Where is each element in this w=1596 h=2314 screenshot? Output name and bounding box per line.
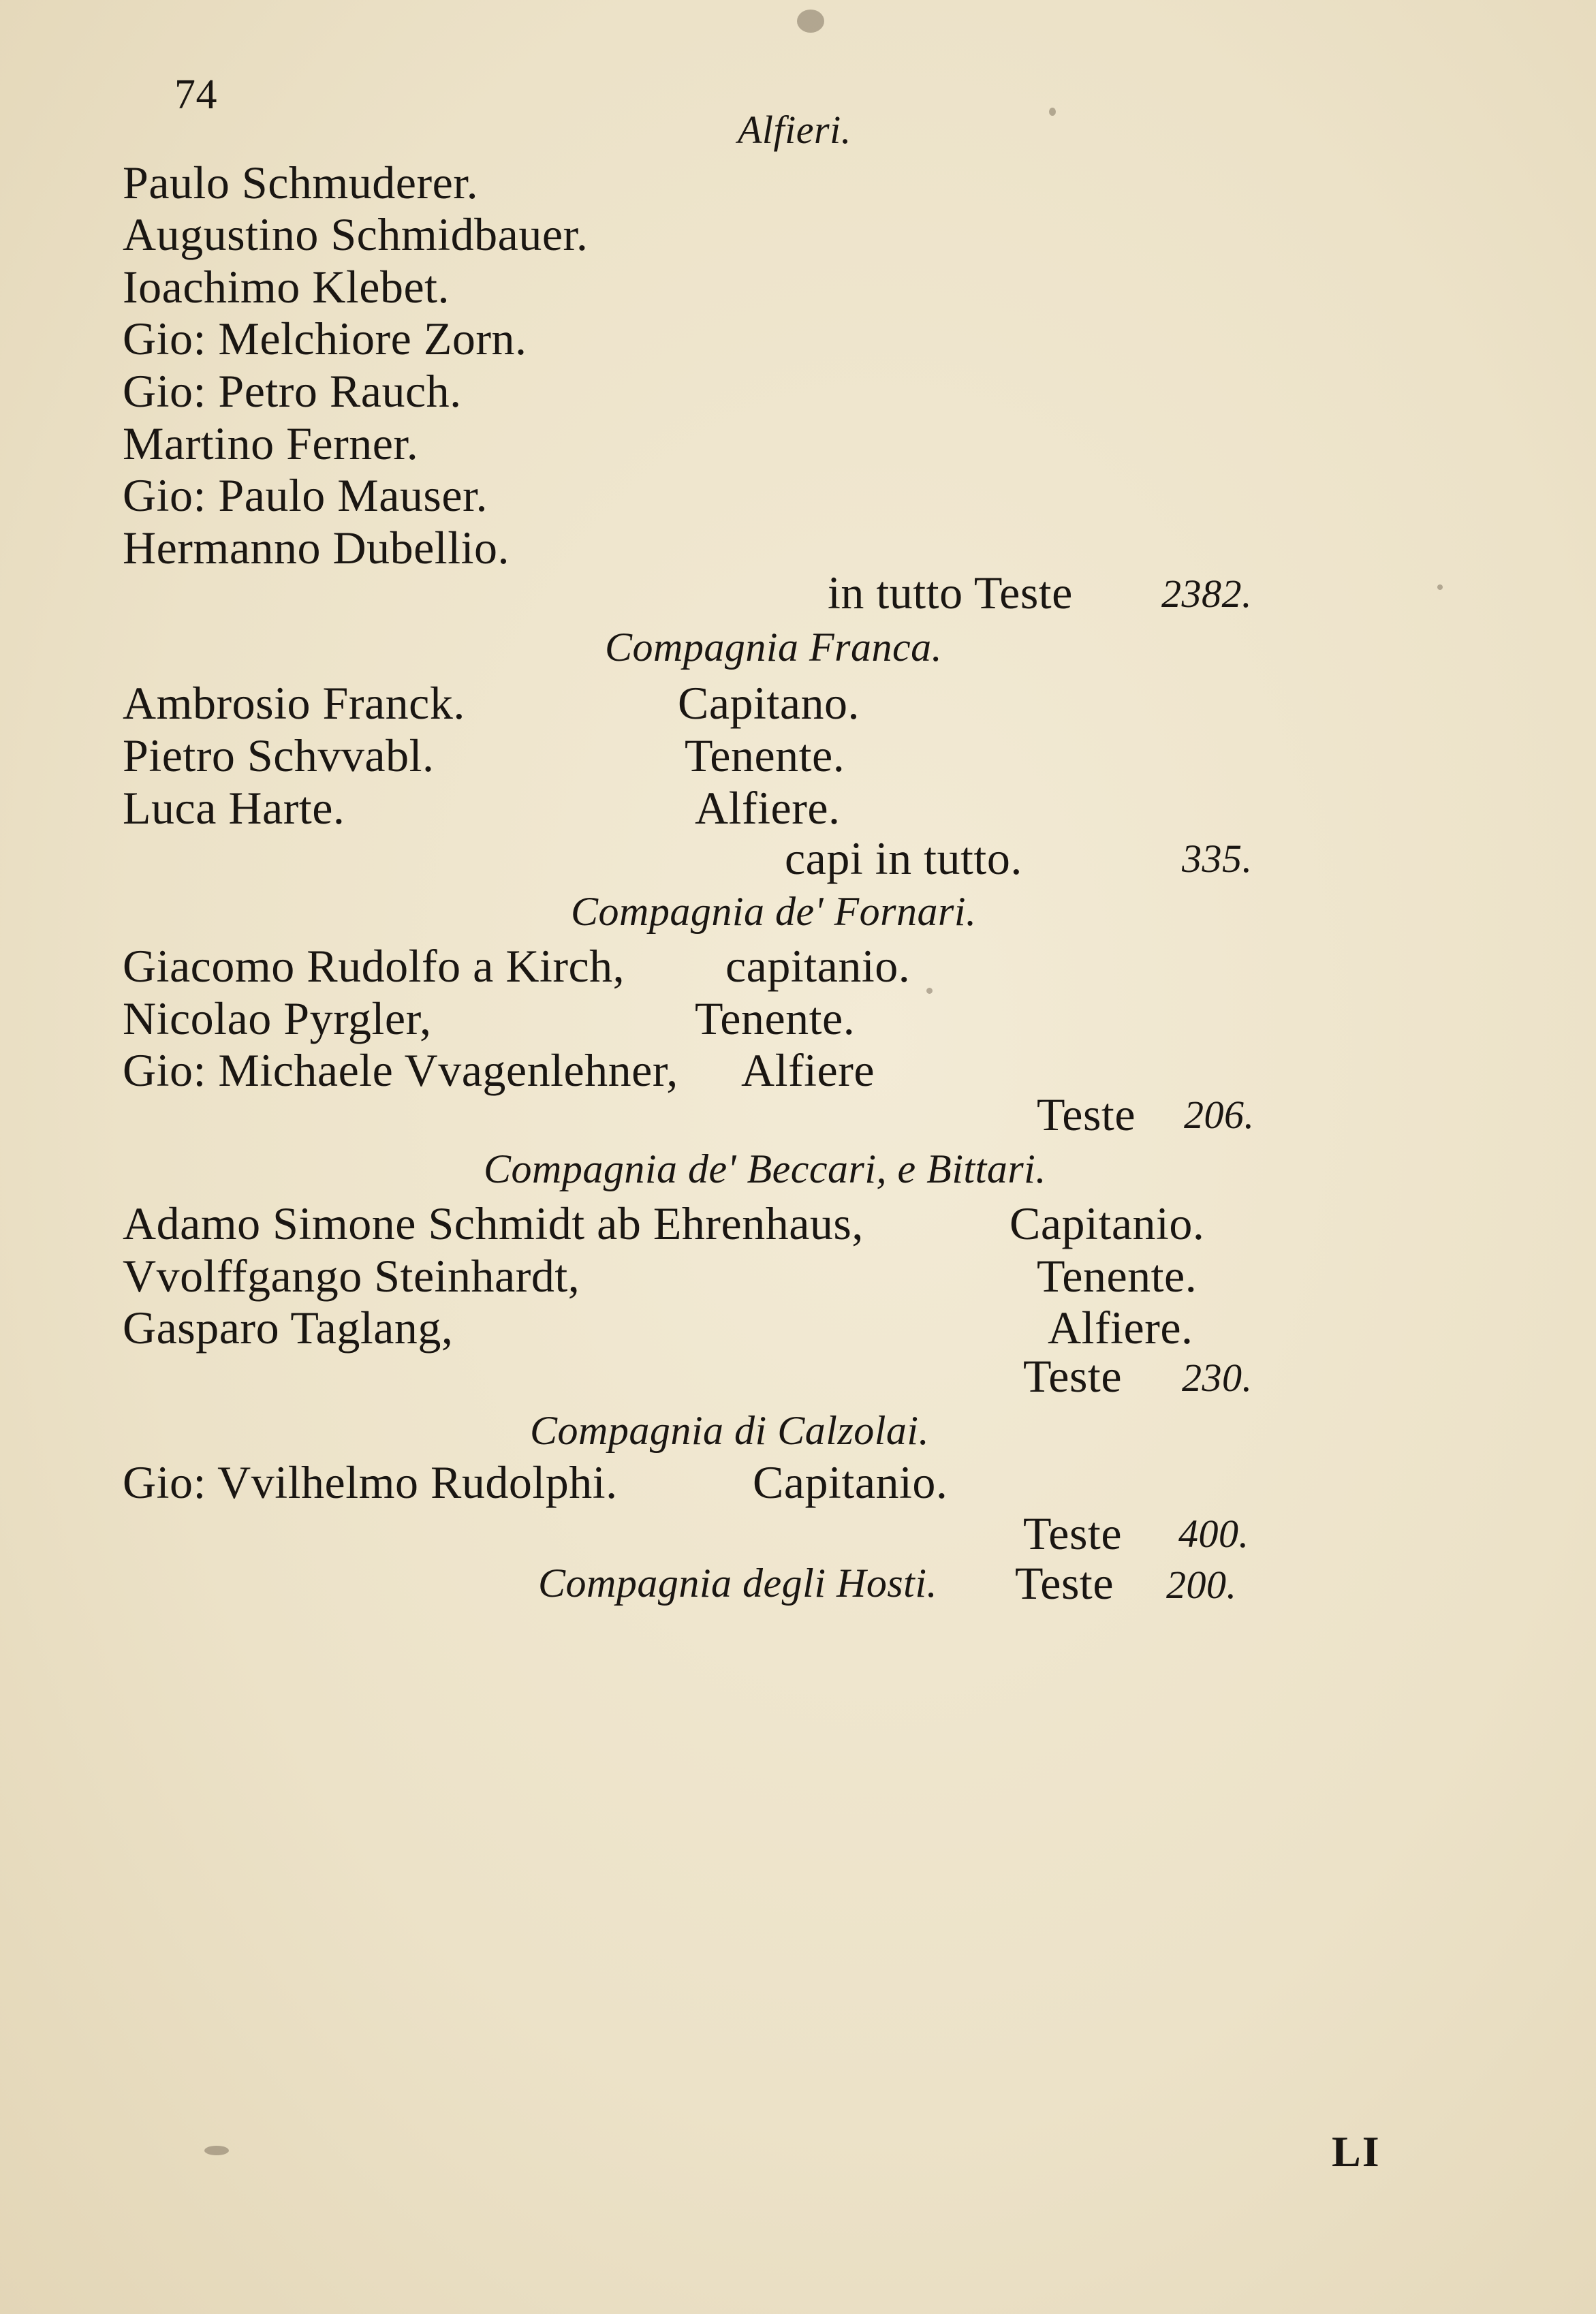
member-name: Nicolao Pyrgler, [123, 992, 432, 1044]
member-name: Adamo Simone Schmidt ab Ehrenhaus, [123, 1198, 864, 1249]
member-rank: Capitano. [678, 677, 860, 729]
signature-mark: LI [1332, 2127, 1381, 2176]
member-rank: Capitanio. [1010, 1198, 1205, 1249]
member-name: Ambrosio Franck. [123, 677, 465, 729]
member-name: Vvolffgango Steinhardt, [123, 1250, 580, 1302]
list-item: Paulo Schmuderer. [123, 157, 479, 208]
member-rank: Tenente. [1037, 1250, 1198, 1302]
total-label: Teste [1015, 1557, 1114, 1609]
total-label: Teste [1023, 1507, 1123, 1559]
total-label: in tutto Teste [828, 567, 1073, 619]
paper-speck [797, 10, 824, 33]
member-name: Pietro Schvvabl. [123, 730, 435, 781]
member-name: Gasparo Taglang, [123, 1302, 454, 1354]
total-value: 200. [1166, 1563, 1237, 1607]
member-rank: Alfiere. [695, 782, 841, 834]
section-heading: Compagnia Franca. [605, 625, 943, 670]
paper-speck [926, 988, 933, 994]
member-rank: Tenente. [695, 992, 856, 1044]
member-rank: Alfiere. [1048, 1302, 1193, 1354]
total-label: capi in tutto. [785, 832, 1022, 884]
paper-speck [1437, 584, 1443, 590]
member-name: Luca Harte. [123, 782, 345, 834]
total-value: 335. [1182, 837, 1253, 881]
member-rank: Tenente. [685, 730, 845, 781]
total-label: Teste [1023, 1350, 1123, 1402]
paper-speck [1049, 108, 1056, 116]
total-value: 2382. [1161, 572, 1252, 616]
page-number: 74 [174, 72, 217, 118]
list-item: Gio: Petro Rauch. [123, 365, 462, 417]
list-item: Augustino Schmidbauer. [123, 208, 589, 260]
section-heading: Compagnia de' Fornari. [571, 889, 977, 934]
list-item: Martino Ferner. [123, 418, 419, 469]
list-item: Gio: Paulo Mauser. [123, 469, 488, 521]
list-item: Hermanno Dubellio. [123, 522, 510, 574]
member-rank: capitanio. [725, 940, 911, 992]
section-heading: Compagnia degli Hosti. [538, 1561, 938, 1606]
paper-speck [204, 2146, 229, 2155]
total-value: 206. [1184, 1093, 1255, 1137]
member-name: Gio: Michaele Vvagenlehner, [123, 1044, 678, 1096]
member-rank: Capitanio. [753, 1456, 948, 1508]
member-name: Giacomo Rudolfo a Kirch, [123, 940, 625, 992]
section-heading: Compagnia di Calzolai. [530, 1408, 930, 1453]
total-label: Teste [1037, 1089, 1136, 1140]
member-rank: Alfiere [741, 1044, 875, 1096]
list-item: Ioachimo Klebet. [123, 261, 450, 313]
section-heading: Compagnia de' Beccari, e Bittari. [484, 1146, 1046, 1191]
running-head: Alfieri. [738, 108, 851, 152]
total-value: 230. [1182, 1356, 1253, 1400]
list-item: Gio: Melchiore Zorn. [123, 313, 527, 364]
member-name: Gio: Vvilhelmo Rudolphi. [123, 1456, 618, 1508]
total-value: 400. [1178, 1512, 1249, 1556]
